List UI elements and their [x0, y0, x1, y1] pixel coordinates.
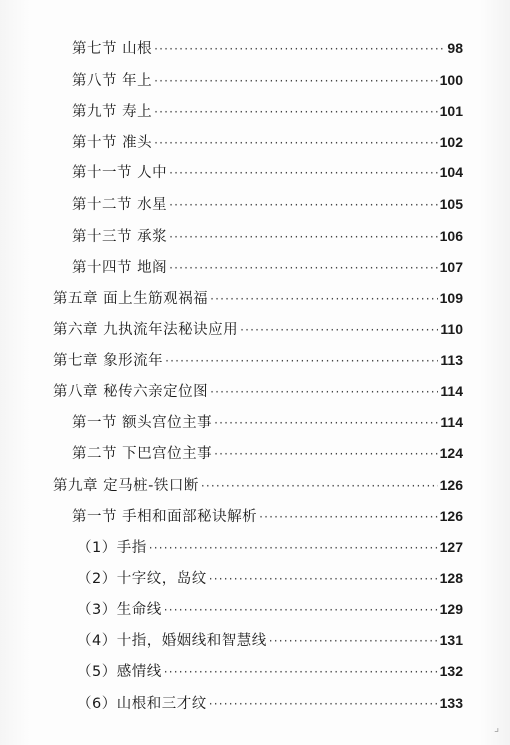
toc-page-number: 106: [439, 228, 463, 244]
dot-leader: [209, 568, 438, 590]
toc-entry: [53, 474, 463, 496]
toc-entry: [72, 100, 463, 122]
dot-leader: [201, 475, 438, 497]
scan-corner-mark-icon: ⌟: [494, 721, 500, 734]
toc-page-number: 113: [440, 352, 463, 368]
toc-page-number: 114: [440, 383, 463, 399]
dot-leader: [209, 693, 438, 715]
toc-entry-title: 第一节 手相和面部秘诀解析: [72, 509, 258, 525]
toc-entry-title: 第九节 寿上: [72, 104, 153, 120]
dot-leader: [169, 194, 438, 216]
toc-entry-title: （5）感情线: [77, 664, 162, 680]
toc-entry: [72, 225, 463, 247]
toc-entry: [72, 411, 463, 433]
toc-entry-title: （3）生命线: [77, 602, 162, 618]
toc-entry-title: 第八章 秘传六亲定位图: [53, 384, 209, 400]
toc-entry-title: 第八节 年上: [72, 73, 153, 89]
dot-leader: [259, 506, 438, 528]
toc-entry: [77, 660, 463, 682]
toc-entry: [77, 536, 463, 558]
dot-leader: [164, 661, 438, 683]
toc-page-number: 101: [439, 103, 463, 119]
toc-entry: [53, 349, 463, 371]
toc-page-number: 132: [439, 663, 463, 679]
toc-entry: [53, 287, 463, 309]
toc-page-number: 100: [439, 72, 463, 88]
toc-entry-title: 第七章 象形流年: [53, 353, 164, 369]
dot-leader: [210, 288, 438, 310]
toc-page-number: 107: [439, 259, 463, 275]
dot-leader: [214, 443, 438, 465]
toc-page-number: 129: [439, 601, 463, 617]
toc-page-number: 126: [439, 477, 463, 493]
toc-entry: [53, 380, 463, 402]
toc-entry: [72, 69, 463, 91]
dot-leader: [164, 599, 438, 621]
toc-page-number: 102: [439, 134, 463, 150]
toc-page-number: 109: [439, 290, 463, 306]
toc-entry-title: 第九章 定马桩-铁口断: [53, 478, 199, 494]
toc-entry-title: 第六章 九执流年法秘诀应用: [53, 322, 239, 338]
dot-leader: [165, 350, 438, 372]
toc-page-number: 114: [440, 414, 463, 430]
toc-entry: [77, 598, 463, 620]
toc-page-number: 110: [440, 321, 463, 337]
toc-page-number: 127: [439, 539, 463, 555]
toc-entry: [72, 442, 463, 464]
toc-entry-title: 第十一节 人中: [72, 165, 168, 181]
toc-entry: [72, 131, 463, 153]
toc-entry-title: （4）十指，婚姻线和智慧线: [77, 633, 267, 649]
toc-entry: [72, 161, 463, 183]
toc-entry-title: 第十四节 地阁: [72, 260, 168, 276]
toc-entry-title: （6）山根和三才纹: [77, 696, 207, 712]
toc-page-number: 128: [439, 570, 463, 586]
toc-entry-title: 第十二节 水星: [72, 197, 168, 213]
dot-leader: [154, 70, 438, 92]
toc-entry-title: 第一节 额头宫位主事: [72, 415, 213, 431]
toc-entry: [53, 318, 463, 340]
toc-entry-title: 第十三节 承浆: [72, 229, 168, 245]
toc-entry: [77, 629, 463, 651]
toc-entry: [72, 256, 463, 278]
dot-leader: [154, 132, 438, 154]
dot-leader: [154, 38, 445, 60]
toc-entry-title: 第五章 面上生筋观祸福: [53, 291, 209, 307]
dot-leader: [214, 412, 438, 434]
dot-leader: [210, 381, 438, 403]
dot-leader: [269, 630, 438, 652]
toc-entry: [77, 692, 463, 714]
dot-leader: [169, 162, 438, 184]
toc-page-number: 126: [439, 508, 463, 524]
toc-entry-title: （1）手指: [77, 540, 147, 556]
toc-entry: [72, 37, 463, 59]
dot-leader: [169, 226, 438, 248]
dot-leader: [154, 101, 438, 123]
toc-entry-title: （2）十字纹，岛纹: [77, 571, 207, 587]
dot-leader: [240, 319, 438, 341]
toc-page-number: 131: [439, 632, 463, 648]
dot-leader: [149, 537, 438, 559]
dot-leader: [169, 257, 438, 279]
toc-page-number: 105: [439, 196, 463, 212]
toc-entry: [72, 193, 463, 215]
toc-page-number: 104: [439, 164, 463, 180]
toc-entry-title: 第二节 下巴宫位主事: [72, 446, 213, 462]
toc-entry: [72, 505, 463, 527]
toc-page-number: 124: [439, 445, 463, 461]
toc-page-number: 98: [447, 40, 463, 56]
toc-entry-title: 第十节 准头: [72, 135, 153, 151]
toc-page-number: 133: [439, 695, 463, 711]
toc-entry-title: 第七节 山根: [72, 41, 153, 57]
toc-entry: [77, 567, 463, 589]
